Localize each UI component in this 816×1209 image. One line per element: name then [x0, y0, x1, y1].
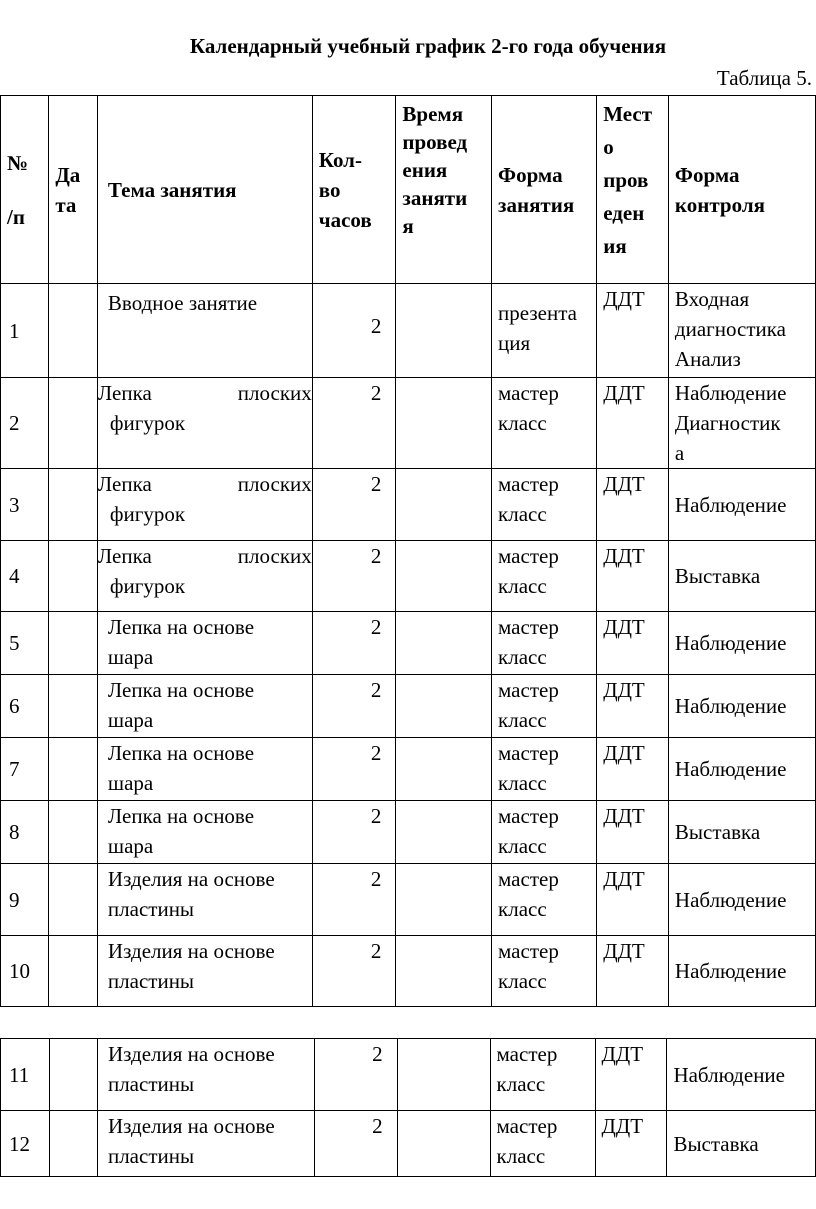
row-place: ДДТ	[597, 284, 669, 378]
row-topic	[97, 469, 312, 541]
header-time-line: заняти	[402, 186, 468, 210]
header-place-line: Мест	[603, 102, 653, 126]
row-date	[49, 378, 98, 469]
form-line: мастер	[496, 1042, 558, 1066]
form-line: мастер	[498, 678, 559, 702]
control-line: Выставка	[674, 820, 761, 844]
header-form-line: Форма	[498, 162, 563, 187]
row-time	[396, 612, 492, 675]
row-form	[492, 284, 597, 378]
form-line: класс	[498, 834, 547, 858]
header-date-line: та	[55, 192, 77, 217]
topic-line: шара	[107, 834, 154, 858]
row-topic	[97, 1111, 314, 1177]
row-topic	[97, 1039, 314, 1111]
row-topic	[97, 541, 312, 612]
topic-line: Изделия на основе	[107, 1042, 275, 1066]
topic-line: Лепка на основе	[107, 615, 255, 639]
row-number: 5	[1, 612, 49, 675]
row-place: ДДТ	[597, 738, 669, 801]
form-line: класс	[496, 1072, 546, 1096]
header-form-line: занятия	[498, 192, 575, 217]
row-form	[492, 541, 597, 612]
table-row	[1, 864, 816, 936]
schedule-table-continued	[0, 1038, 816, 1177]
form-line: класс	[498, 771, 547, 795]
header-num	[1, 96, 49, 284]
row-date	[49, 738, 98, 801]
form-line: мастер	[498, 615, 559, 639]
row-date	[49, 864, 98, 936]
row-hours: 2	[312, 864, 396, 936]
row-date	[50, 1111, 98, 1177]
header-hours-line: Кол-	[318, 147, 362, 172]
header-hours-line: часов	[318, 207, 372, 232]
form-line: мастер	[498, 867, 559, 891]
row-number: 9	[1, 864, 49, 936]
topic-line: Изделия на основе	[107, 939, 275, 963]
row-number: 7	[1, 738, 49, 801]
control-line: Диагностик	[674, 411, 781, 435]
row-place: ДДТ	[595, 1039, 667, 1111]
row-topic	[97, 801, 312, 864]
topic-line: пластины	[107, 1144, 195, 1168]
control-line: Наблюдение	[674, 757, 787, 781]
row-topic	[97, 378, 312, 469]
topic-line: фигурок	[109, 574, 186, 598]
row-place: ДДТ	[597, 936, 669, 1007]
row-time	[396, 541, 492, 612]
row-control	[668, 738, 815, 801]
row-topic	[97, 284, 312, 378]
form-line: мастер	[498, 544, 559, 568]
row-hours: 2	[312, 675, 396, 738]
table-row	[1, 1039, 816, 1111]
row-time	[397, 1039, 490, 1111]
form-line: класс	[498, 502, 547, 526]
table-row	[1, 612, 816, 675]
row-date	[49, 469, 98, 541]
header-form	[492, 96, 597, 284]
header-control-line: Форма	[674, 162, 740, 187]
row-control	[667, 1039, 816, 1111]
row-form	[492, 936, 597, 1007]
header-row	[1, 96, 816, 284]
control-line: Наблюдение	[674, 631, 787, 655]
header-num-line: №	[7, 150, 29, 175]
row-time	[396, 738, 492, 801]
form-line: мастер	[498, 472, 559, 496]
form-line: класс	[498, 411, 547, 435]
row-time	[396, 378, 492, 469]
topic-line: пластины	[107, 1072, 195, 1096]
form-line: мастер	[498, 939, 559, 963]
row-control	[668, 469, 815, 541]
row-date	[49, 541, 98, 612]
row-control	[668, 801, 815, 864]
row-number: 8	[1, 801, 49, 864]
control-line: Выставка	[674, 564, 761, 588]
control-line: Выставка	[673, 1131, 759, 1156]
control-line: Анализ	[674, 347, 741, 371]
row-hours: 2	[312, 936, 396, 1007]
form-line: ция	[498, 331, 531, 355]
row-date	[49, 801, 98, 864]
topic-line: пластины	[107, 969, 195, 993]
header-num-line: /п	[7, 204, 25, 229]
row-time	[396, 675, 492, 738]
table-row	[1, 378, 816, 469]
header-date	[49, 96, 98, 284]
form-line: мастер	[498, 804, 559, 828]
row-time	[396, 801, 492, 864]
row-topic	[97, 675, 312, 738]
row-form	[492, 675, 597, 738]
table-row	[1, 1111, 816, 1177]
table-row	[1, 801, 816, 864]
row-form	[492, 612, 597, 675]
row-form	[490, 1039, 595, 1111]
topic-line: Лепка на основе	[107, 804, 255, 828]
row-date	[50, 1039, 98, 1111]
header-place-line: ия	[603, 234, 627, 258]
topic-line: Лепка плоских	[97, 381, 312, 405]
table-caption: Таблица 5.	[716, 66, 812, 90]
header-topic: Тема занятия	[97, 96, 312, 284]
header-time-line: я	[402, 214, 414, 238]
table-row	[1, 675, 816, 738]
row-place: ДДТ	[597, 541, 669, 612]
form-line: класс	[498, 645, 547, 669]
row-number: 10	[1, 936, 49, 1007]
row-hours: 2	[312, 378, 396, 469]
topic-line: Лепка плоских	[97, 544, 312, 568]
row-date	[49, 612, 98, 675]
row-time	[396, 284, 492, 378]
topic-line: фигурок	[109, 502, 186, 526]
row-number: 4	[1, 541, 49, 612]
row-control	[668, 612, 815, 675]
header-control-line: контроля	[674, 192, 765, 217]
row-time	[397, 1111, 490, 1177]
row-place: ДДТ	[597, 612, 669, 675]
table-row	[1, 284, 816, 378]
row-topic	[97, 738, 312, 801]
row-place: ДДТ	[597, 675, 669, 738]
topic-line: пластины	[107, 897, 195, 921]
row-hours: 2	[312, 738, 396, 801]
row-place: ДДТ	[597, 801, 669, 864]
row-control	[668, 541, 815, 612]
header-hours	[312, 96, 396, 284]
row-number: 2	[1, 378, 49, 469]
form-line: презента	[498, 301, 577, 325]
row-date	[49, 936, 98, 1007]
row-hours: 2	[312, 284, 396, 378]
topic-line: Вводное занятие	[107, 291, 258, 315]
form-line: мастер	[498, 381, 559, 405]
form-line: класс	[498, 574, 547, 598]
schedule-table	[0, 95, 816, 1007]
header-time	[396, 96, 492, 284]
row-hours: 2	[312, 801, 396, 864]
row-hours: 2	[312, 612, 396, 675]
header-time-line: Время	[402, 102, 464, 126]
form-line: мастер	[498, 741, 559, 765]
row-place: ДДТ	[597, 469, 669, 541]
row-place: ДДТ	[595, 1111, 667, 1177]
row-control	[668, 864, 815, 936]
row-hours: 2	[312, 469, 396, 541]
row-form	[492, 378, 597, 469]
header-place	[597, 96, 669, 284]
header-place-line: о	[603, 135, 614, 159]
topic-line: Лепка на основе	[107, 741, 255, 765]
row-form	[492, 801, 597, 864]
table-row	[1, 469, 816, 541]
form-line: класс	[496, 1144, 546, 1168]
row-time	[396, 864, 492, 936]
row-form	[492, 469, 597, 541]
header-hours-line: во	[318, 177, 341, 202]
row-time	[396, 469, 492, 541]
row-control	[668, 378, 815, 469]
row-topic	[97, 864, 312, 936]
row-number: 3	[1, 469, 49, 541]
header-control	[668, 96, 815, 284]
row-date	[49, 675, 98, 738]
form-line: мастер	[496, 1114, 558, 1138]
row-hours: 2	[314, 1039, 397, 1111]
header-place-line: еден	[603, 201, 645, 225]
control-line: Наблюдение	[674, 381, 787, 405]
row-control	[668, 936, 815, 1007]
row-date	[49, 284, 98, 378]
row-form	[490, 1111, 595, 1177]
table-row	[1, 936, 816, 1007]
row-place: ДДТ	[597, 378, 669, 469]
control-line: Наблюдение	[674, 959, 787, 983]
row-control	[667, 1111, 816, 1177]
row-control	[668, 675, 815, 738]
row-topic	[97, 612, 312, 675]
header-time-line: ения	[402, 158, 448, 182]
header-time-line: провед	[402, 130, 468, 154]
topic-line: Изделия на основе	[107, 1114, 275, 1138]
row-number: 6	[1, 675, 49, 738]
topic-line: Лепка на основе	[107, 678, 255, 702]
table-row	[1, 738, 816, 801]
row-form	[492, 864, 597, 936]
control-line: Наблюдение	[674, 694, 787, 718]
row-number: 12	[1, 1111, 50, 1177]
topic-line: шара	[107, 771, 154, 795]
row-control	[668, 284, 815, 378]
topic-line: Лепка плоских	[97, 472, 312, 496]
topic-line: Изделия на основе	[107, 867, 275, 891]
row-number: 11	[1, 1039, 50, 1111]
table-row	[1, 541, 816, 612]
control-line: Наблюдение	[674, 492, 787, 517]
control-line: а	[674, 441, 685, 465]
form-line: класс	[498, 897, 547, 921]
control-line: диагностика	[674, 317, 786, 341]
row-place: ДДТ	[597, 864, 669, 936]
control-line: Входная	[674, 287, 750, 311]
header-date-line: Да	[55, 162, 81, 187]
topic-line: шара	[107, 645, 154, 669]
row-hours: 2	[314, 1111, 397, 1177]
row-form	[492, 738, 597, 801]
topic-line: фигурок	[109, 411, 186, 435]
header-place-line: пров	[603, 168, 649, 192]
document-title: Календарный учебный график 2-го года обучения	[189, 34, 667, 58]
row-time	[396, 936, 492, 1007]
row-number: 1	[1, 284, 49, 378]
control-line: Наблюдение	[674, 887, 787, 912]
control-line: Наблюдение	[673, 1062, 785, 1087]
form-line: класс	[498, 969, 547, 993]
topic-line: шара	[107, 708, 154, 732]
row-hours: 2	[312, 541, 396, 612]
row-topic	[97, 936, 312, 1007]
form-line: класс	[498, 708, 547, 732]
